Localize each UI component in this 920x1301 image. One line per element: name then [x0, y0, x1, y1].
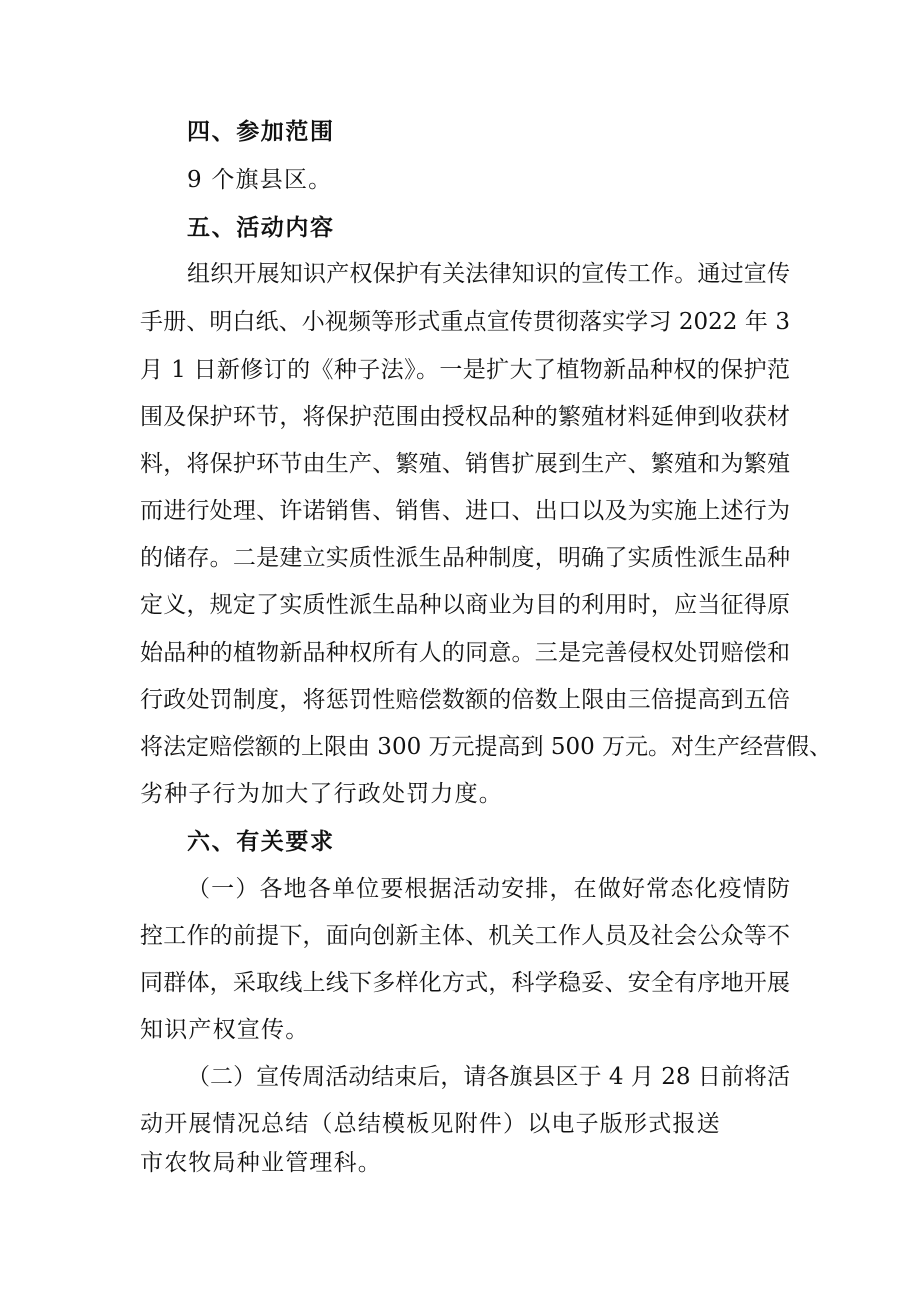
section-5-line: 而进行处理、许诺销售、销售、进口、出口以及为实施上述行为 [140, 498, 790, 524]
section-5-line: 组织开展知识产权保护有关法律知识的宣传工作。通过宣传 [187, 261, 790, 287]
requirement-2-line: 市农牧局种业管理科。 [140, 1150, 382, 1176]
requirement-1-line: 知识产权宣传。 [140, 1017, 310, 1043]
section-5-line: 定义，规定了实质性派生品种以商业为目的利用时，应当征得原 [140, 592, 790, 618]
requirement-1-line: （一）各地各单位要根据活动安排，在做好常态化疫情防 [187, 876, 790, 902]
section-6-heading: 六、有关要求 [187, 828, 335, 855]
requirement-1-line: 控工作的前提下，面向创新主体、机关工作人员及社会公众等不 [140, 923, 790, 949]
section-5-line: 将法定赔偿额的上限由 300 万元提高到 500 万元。对生产经营假、 [140, 734, 833, 760]
section-5-line: 月 1 日新修订的《种子法》。一是扩大了植物新品种权的保护范 [140, 357, 790, 383]
section-5-line: 始品种的植物新品种权所有人的同意。三是完善侵权处罚赔偿和 [140, 640, 790, 666]
requirement-2-line: 动开展情况总结（总结模板见附件）以电子版形式报送 [140, 1111, 721, 1137]
section-4-heading: 四、参加范围 [187, 118, 335, 145]
requirement-1-line: 同群体，采取线上线下多样化方式，科学稳妥、安全有序地开展 [140, 970, 790, 996]
section-5-heading: 五、活动内容 [187, 214, 335, 241]
section-5-line: 行政处罚制度，将惩罚性赔偿数额的倍数上限由三倍提高到五倍 [140, 687, 790, 713]
section-5-line: 料，将保护环节由生产、繁殖、销售扩展到生产、繁殖和为繁殖 [140, 451, 790, 477]
requirement-2-line: （二）宣传周活动结束后，请各旗县区于 4 月 28 日前将活 [187, 1064, 790, 1090]
section-5-line: 劣种子行为加大了行政处罚力度。 [140, 781, 503, 807]
section-5-line: 围及保护环节，将保护范围由授权品种的繁殖材料延伸到收获材 [140, 404, 790, 430]
section-5-line: 的储存。二是建立实质性派生品种制度，明确了实质性派生品种 [140, 545, 790, 571]
section-4-text: 9 个旗县区。 [187, 167, 333, 193]
section-5-line: 手册、明白纸、小视频等形式重点宣传贯彻落实学习 2022 年 3 [140, 309, 790, 335]
